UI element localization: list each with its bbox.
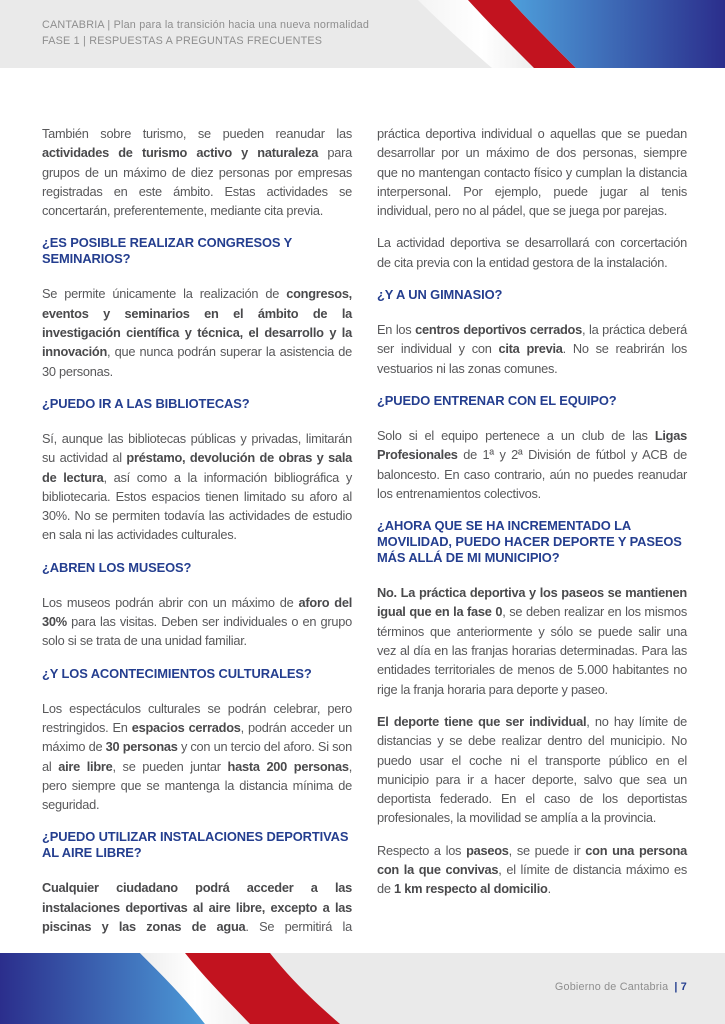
heading-text: ¿AHORA QUE SE HA INCREMENTADO LA MOVILIDAD, PUEDO HACER DEPORTE Y PASEOS MÁS ALLÁ DE MI MUNICIPIO? <box>377 518 682 566</box>
document-body <box>0 68 725 953</box>
bold-text-segment: aforo del 30% <box>42 594 352 630</box>
heading-text: ¿PUEDO IR A LAS BIBLIOTECAS? <box>42 395 250 411</box>
text-segment: , pero siempre que se mantenga la distancia mínima de seguridad. <box>42 758 352 813</box>
page-header <box>0 0 725 68</box>
body-paragraph <box>377 320 687 378</box>
bold-text-segment: aire libre <box>58 758 113 774</box>
heading-text: ¿PUEDO UTILIZAR INSTALACIONES DEPORTIVAS AL AIRE LIBRE? <box>42 829 349 861</box>
question-heading <box>42 666 352 682</box>
right-column <box>377 124 687 912</box>
left-column <box>42 124 352 949</box>
text-segment: de 1ª y 2ª División de fútbol y ACB de baloncesto. En caso contrario, aún no puedes reanudar los entrenamientos colectivos. <box>377 447 687 501</box>
text-segment: para las visitas. Deben ser individuales o en grupo solo si se trata de una unidad familiar. <box>42 614 352 649</box>
bold-text-segment: congresos, eventos y seminarios en el ámbito de la investigación científica y técnica, el desarrollo y la innovación <box>42 286 352 360</box>
bold-text-segment: Cualquier ciudadano podrá acceder a las instalaciones deportivas al aire libre, excepto a las piscinas y las zonas de agua <box>42 880 352 935</box>
bold-text-segment: hasta 200 personas <box>227 758 349 774</box>
text-segment: , el límite de distancia máximo es de <box>377 862 687 897</box>
body-paragraph <box>377 712 687 828</box>
bold-text-segment: Ligas Profesionales <box>377 427 687 463</box>
body-paragraph <box>377 233 687 272</box>
body-paragraph <box>42 593 352 651</box>
text-segment: En los <box>377 322 416 338</box>
text-segment: , se deben realizar en los mismos términos que anteriormente y sólo se puede salir una vez al día en las franjas horarias determinadas. Para las entidades territoriales de menos de 5.000 habitantes no rige la franja horaria para deporte y paseo. <box>377 604 687 697</box>
bold-text-segment: cita previa <box>498 341 563 357</box>
bold-text-segment: actividades de turismo activo y naturaleza <box>42 145 319 161</box>
body-paragraph <box>377 426 687 503</box>
body-paragraph <box>42 124 352 220</box>
text-segment: . <box>547 881 551 897</box>
text-segment: Se permite únicamente la realización de <box>42 286 287 302</box>
text-segment: y con un tercio del aforo. Si son al <box>42 739 353 774</box>
heading-text: ¿Y A UN GIMNASIO? <box>377 287 503 303</box>
bold-text-segment: No. La práctica deportiva y los paseos se mantienen igual que en la fase 0 <box>377 585 687 620</box>
page-number: 7 <box>680 981 687 993</box>
text-segment: Los espectáculos culturales se podrán celebrar, pero restringidos. En <box>42 700 352 735</box>
footer-org: Gobierno de Cantabria <box>554 981 669 993</box>
page-footer <box>0 953 725 1024</box>
bold-text-segment: El deporte tiene que ser individual <box>377 713 587 729</box>
header-line1: CANTABRIA | Plan para la transición hacia una nueva normalidad <box>42 19 370 31</box>
text-segment: práctica deportiva individual o aquellas que se puedan desarrollar por un máximo de dos personas, siempre que no mantengan contacto físico y cumplan la distancia interpersonal. Por ejemplo, puede jugar al tenis individual, pero no al pádel, que se juega por parejas. <box>377 126 687 219</box>
question-heading <box>377 393 687 409</box>
bold-text-segment: con una persona con la que convivas <box>377 842 687 878</box>
bold-text-segment: 1 km respecto al domicilio <box>394 881 548 897</box>
bold-text-segment: préstamo, devolución de obras y sala de lectura <box>42 450 352 485</box>
text-segment: , la práctica deberá ser individual y con <box>377 322 687 357</box>
question-heading <box>42 829 352 861</box>
question-heading <box>42 560 352 576</box>
body-paragraph <box>42 284 352 380</box>
body-paragraph <box>42 699 352 815</box>
footer-separator: | <box>674 981 678 993</box>
text-segment: para grupos de un máximo de diez personas por empresas registradas en este ámbito. Estas actividades se concertarán, preferentemente, mediante cita previa. <box>42 145 352 219</box>
text-segment: Solo si el equipo pertenece a un club de las <box>377 427 655 443</box>
heading-text: ¿Y LOS ACONTECIMIENTOS CULTURALES? <box>42 665 312 681</box>
heading-text: ¿PUEDO ENTRENAR CON EL EQUIPO? <box>377 392 617 408</box>
text-segment: , que nunca podrán superar la asistencia de 30 personas. <box>42 344 352 379</box>
bold-text-segment: espacios cerrados <box>131 719 241 735</box>
text-segment: La actividad deportiva se desarrollará con corcertación de cita previa con la entidad gestora de la instalación. <box>377 235 687 270</box>
body-paragraph <box>42 878 352 936</box>
footer-text-block <box>555 981 687 993</box>
text-segment: , podrán acceder un máximo de <box>42 719 352 755</box>
question-heading <box>377 518 687 566</box>
text-segment: , se pueden juntar <box>112 758 228 774</box>
header-title-block <box>42 17 369 49</box>
text-segment: , así como a la información bibliográfica y bibliotecaria. Estos espacios tienen limitado su aforo al 30%. No se permiten todavía las actividades de estudio en sala ni las actividades culturales. <box>42 469 352 543</box>
bold-text-segment: 30 personas <box>105 739 178 755</box>
body-paragraph <box>377 124 687 220</box>
question-heading <box>377 287 687 303</box>
bold-text-segment: paseos <box>466 842 509 858</box>
heading-text: ¿ABREN LOS MUSEOS? <box>42 559 192 575</box>
body-paragraph <box>42 429 352 545</box>
text-segment: . No se reabrirán los vestuarios ni las zonas comunes. <box>377 341 687 376</box>
heading-text: ¿ES POSIBLE REALIZAR CONGRESOS Y SEMINARIOS? <box>42 235 292 267</box>
question-heading <box>42 396 352 412</box>
text-segment: , no hay límite de distancias y se debe realizar dentro del municipio. No puedo usar el coche ni el transporte público en el municipio para ir a hacer deporte, salvo que sea un deportista federado. En el caso de los deportistas profesionales, la movilidad se amplía a la provincia. <box>377 713 687 826</box>
footer-page-indicator <box>674 981 687 993</box>
bold-text-segment: centros deportivos cerrados <box>415 322 582 338</box>
question-heading <box>42 235 352 267</box>
text-segment: Sí, aunque las bibliotecas públicas y privadas, limitarán su actividad al <box>42 430 352 466</box>
text-segment: , se puede ir <box>508 842 586 858</box>
text-segment: También sobre turismo, se pueden reanudar las <box>42 126 352 141</box>
header-line2: FASE 1 | RESPUESTAS A PREGUNTAS FRECUENTES <box>42 35 323 47</box>
text-segment: . Se permitirá la <box>245 919 352 935</box>
body-paragraph <box>377 583 687 699</box>
text-segment: Respecto a los <box>377 842 467 858</box>
body-paragraph <box>377 841 687 899</box>
text-segment: Los museos podrán abrir con un máximo de <box>42 594 299 610</box>
